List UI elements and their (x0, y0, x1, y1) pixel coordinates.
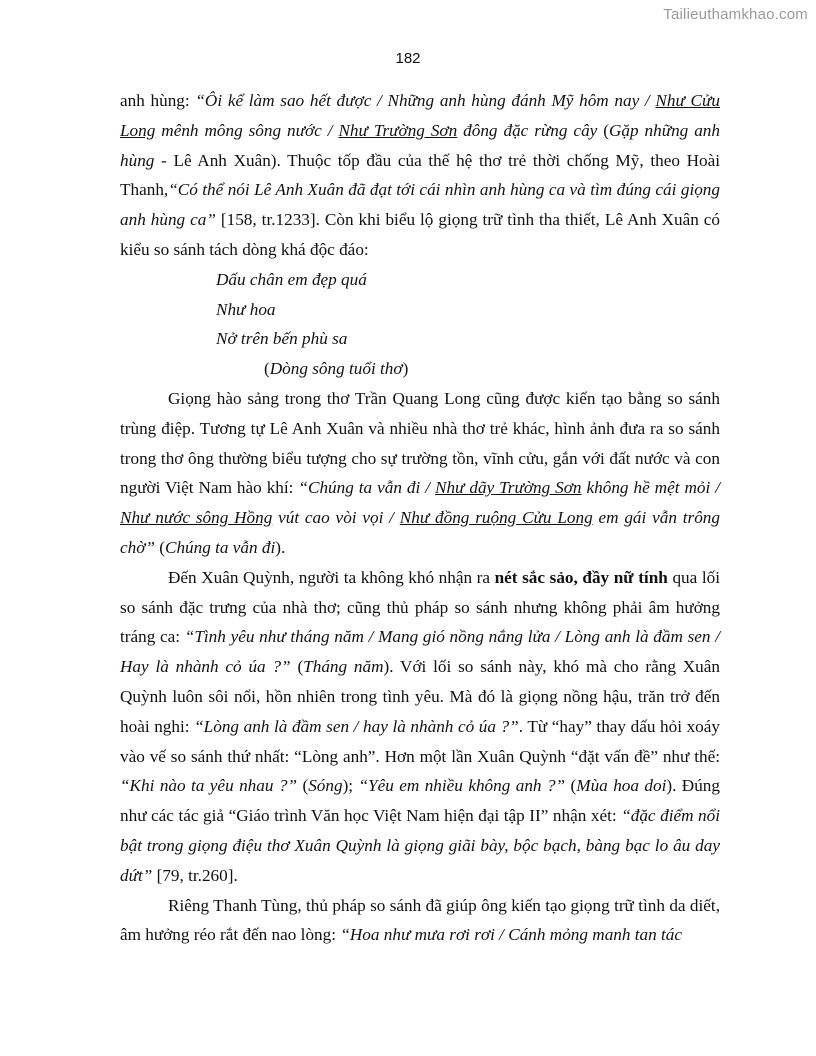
watermark: Tailieuthamkhao.com (663, 6, 808, 23)
work-title: Gặp những anh hùng (120, 120, 720, 170)
text: ). Đúng như các tác giả “Giáo trình Văn học Việt Nam hiện đại tập II” nhận xét: (120, 776, 720, 826)
text: Giọng hào sảng trong thơ Trần Quang Long cũng được kiến tạo bằng so sánh trùng điệp. Tương tự Lê Anh Xuân và nhiều nhà thơ trẻ khác, hình ảnh đưa ra so sánh trong thơ ông thường biểu tượng cho sự trường tồn, vĩnh cửu, gắn với đất nước và con người Việt Nam hào khí: (120, 388, 720, 498)
verse-source (120, 354, 720, 384)
quote: “Lòng anh là đầm sen / hay là nhành cỏ úa ?” (194, 716, 519, 736)
underlined-quote: Như đồng ruộng Cửu Long (399, 508, 593, 528)
text: qua lối so sánh đặc trưng của nhà thơ; cũng thủ pháp so sánh nhưng không phải âm hưởng tráng ca: (120, 567, 720, 647)
quote: “Yêu em nhiều không anh ?” (358, 776, 566, 796)
text: ( (565, 776, 577, 796)
work-title: Tháng năm (303, 657, 384, 677)
text: Đến Xuân Quỳnh, người ta không khó nhận ra (168, 567, 495, 587)
quote: “Khi nào ta yêu nhau ?” (120, 776, 298, 796)
verse-line-text: Dấu chân em đẹp quá (216, 269, 367, 289)
document-body (120, 86, 720, 950)
work-title: Chúng ta vẫn đi (165, 537, 276, 557)
text: ) (402, 359, 409, 379)
verse-block (120, 265, 720, 384)
verse-line-text: Nở trên bến phù sa (216, 329, 348, 349)
quote: mênh mông sông nước / (155, 120, 339, 140)
verse-line (120, 324, 720, 354)
text: - Lê Anh Xuân). Thuộc tốp đầu của thế hệ thơ trẻ thời chống Mỹ, theo Hoài Thanh (120, 150, 720, 200)
quote: không hề mệt mỏi / (581, 478, 720, 498)
underlined-quote: Như nước sông Hồng (120, 508, 273, 528)
quote: “Ôi kể làm sao hết được / Những anh hùng đánh Mỹ hôm nay / (195, 91, 656, 110)
paragraph-3 (120, 563, 720, 891)
text: ). (275, 537, 286, 557)
text: ( (290, 657, 304, 677)
quote: đông đặc rừng cây (457, 120, 598, 140)
text: [158, tr.1233]. Còn khi biểu lộ giọng trữ tình tha thiết, Lê Anh Xuân có kiểu so sánh tách dòng khá độc đáo: (120, 210, 720, 259)
text: ( (297, 776, 309, 796)
quote: “Hoa như mưa rơi rơi / Cánh mỏng manh tan tác (340, 925, 683, 945)
text: ( (264, 359, 270, 379)
bold-phrase: nét sắc sảo, đầy nữ tính (494, 567, 668, 587)
underlined-quote: Như Trường Sơn (338, 120, 458, 140)
work-title: Mùa hoa doi (576, 776, 667, 796)
verse-line (120, 265, 720, 295)
quote: em gái vẫn trông chờ” (120, 508, 720, 557)
text: ). Với lối so sánh này, khó mà cho rằng Xuân Quỳnh luôn sôi nổi, hồn nhiên trong tình yêu. Mà đó là giọng nồng hậu, trăn trở đến hoài nghi: (120, 657, 720, 736)
underlined-quote: Như Cửu Long (120, 91, 720, 140)
paragraph-4 (120, 891, 720, 951)
paragraph-1 (120, 86, 720, 265)
paragraph-2 (120, 384, 720, 563)
text: ( (154, 537, 165, 557)
verse-line (120, 295, 720, 325)
quote: vút cao vòi vọi / (272, 508, 400, 528)
verse-line-text: Như hoa (216, 299, 276, 319)
text: [79, tr.260]. (152, 865, 238, 885)
text: ( (597, 120, 609, 140)
quote: “đặc điểm nổi bật trong giọng điệu thơ Xuân Quỳnh là giọng giãi bày, bộc bạch, bàng bạc lo âu day dứt” (120, 806, 721, 885)
quote: ,“Có thể nói Lê Anh Xuân đã đạt tới cái nhìn anh hùng ca và tìm đúng cái giọng anh hùng ca” (120, 180, 720, 230)
text: Riêng Thanh Tùng, thủ pháp so sánh đã giúp ông kiến tạo giọng trữ tình da diết, âm hưởng réo rắt đến nao lòng: (120, 895, 720, 945)
text: . Từ “hay” thay dấu hỏi xoáy vào vế so sánh thứ nhất: “Lòng anh”. Hơn một lần Xuân Quỳnh “đặt vấn đề” như thế: (120, 716, 720, 766)
text: ); (342, 776, 359, 796)
page-number: 182 (395, 50, 421, 67)
text: anh hùng: (120, 91, 196, 110)
quote: “Tình yêu như tháng năm / Mang gió nồng nắng lửa / Lòng anh là đầm sen / Hay là nhành cỏ úa ?” (120, 627, 720, 677)
underlined-quote: Như dãy Trường Sơn (434, 478, 582, 498)
work-title: Sóng (308, 776, 343, 796)
work-title: Dòng sông tuổi thơ (269, 359, 403, 379)
quote: “Chúng ta vẫn đi / (298, 478, 435, 498)
